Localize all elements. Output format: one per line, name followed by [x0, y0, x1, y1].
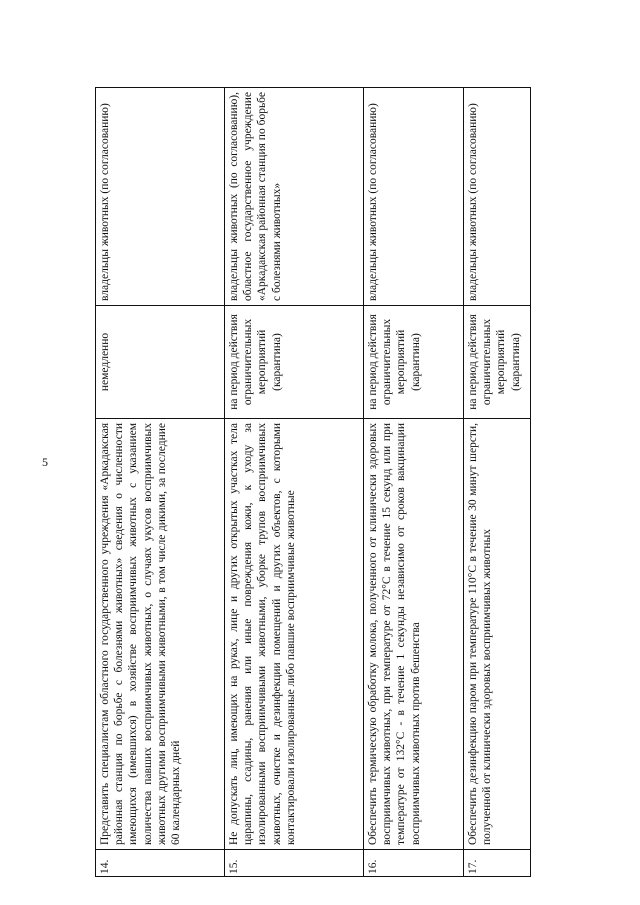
responsible-text: владельцы животных (по согласованию) [364, 88, 464, 306]
row-number: 16. [364, 850, 464, 877]
page-number: 5 [42, 455, 48, 469]
table-row [364, 88, 464, 877]
row-number: 14. [96, 850, 225, 877]
responsible-text: владельцы животных (по согласованию) [464, 88, 531, 306]
term-text: немедленно [96, 306, 225, 419]
measure-text: Не допускать лиц, имеющих на руках, лице и других открытых участках тела царапины, ссадины, ранения или иные повреждения кожи, к уходу за изолированными восприимчивыми животными, уборке трупов восприимчивых животных, очистке и дезинфекции помещений и других объектов, с которыми контактировали изолированные либо павшие восприимчивые животные [225, 419, 364, 850]
term-text: на период действия ограничительных мероприятий (карантина) [364, 306, 464, 419]
measure-text: Представить специалистам областного государственного учреждения «Аркадакская районная станция по борьбе с болезнями животных» сведения о численности имеющихся (имевшихся) в хозяйстве восприимчивых животных с указанием количества павших восприимчивых животных, о случаях укусов восприимчивых животных другими восприимчивыми животными, в том числе дикими, за последние 60 календарных дней [96, 419, 225, 850]
table-row [225, 88, 364, 877]
rotated-table-container [95, 87, 530, 877]
term-text: на период действия ограничительных мероприятий (карантина) [225, 306, 364, 419]
term-text: на период действия ограничительных мероприятий (карантина) [464, 306, 531, 419]
responsible-text: владельцы животных (по согласованию) [96, 88, 225, 306]
responsible-text: владельцы животных (по согласованию), областное государственное учреждение «Аркадакская районная станция по борьбе с болезнями животных» [225, 88, 364, 306]
measure-text: Обеспечить дезинфекцию паром при температуре 110°С в течение 30 минут шерсти, полученной от клинически здоровых восприимчивых животных [464, 419, 531, 850]
row-number: 17. [464, 850, 531, 877]
measures-table [95, 87, 531, 877]
measure-text: Обеспечить термическую обработку молока, полученного от клинически здоровых восприимчивых животных, при температуре от 72°С в течение 15 секунд или при температуре от 132°С - в течение 1 секунды независимо от сроков вакцинации восприимчивых животных против бешенства [364, 419, 464, 850]
row-number: 15. [225, 850, 364, 877]
table-row [464, 88, 531, 877]
table-row [96, 88, 225, 877]
